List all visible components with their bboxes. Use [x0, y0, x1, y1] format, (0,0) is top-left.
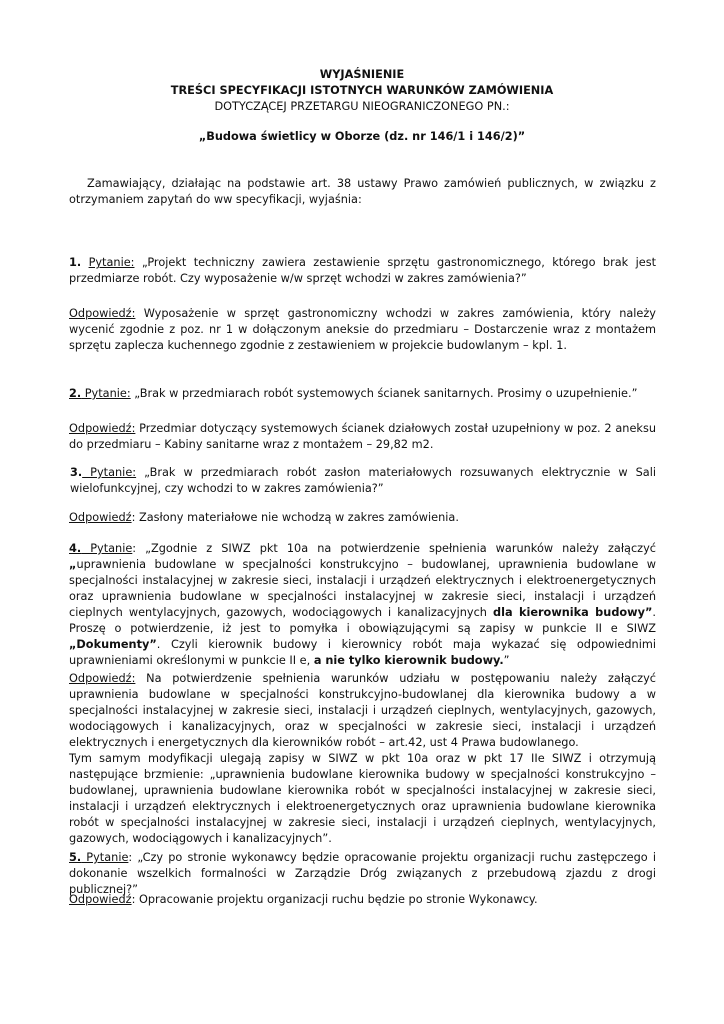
answer-3: [69, 510, 656, 526]
answer-4-label: Odpowiedź:: [69, 672, 136, 685]
question-3-text: „Brak w przedmiarach robót zasłon materiałowych rozsuwanych elektrycznie w Sali wielofunkcyjnej, czy wchodzi to w zakres zamówienia?”: [70, 466, 656, 495]
question-4-text-2: uprawnienia budowlane w specjalności konstrukcyjno – budowlanej, uprawnienia budowlane w specjalności instalacyjnej w zakresie sieci, instalacji i urządzeń elektrycznych i elektroenergetycznych oraz uprawnienia budowlane w specjalności instalacyjnej w zakresie sieci, instalacji i urządzeń cieplnych wentylacyjnych, gazowych, wodociągowych i kanalizacyjnych: [69, 558, 656, 619]
question-4-text-5: ”: [503, 654, 510, 667]
question-5-text: : „Czy po stronie wykonawcy będzie opracowanie projektu organizacji ruchu zastępczego i dokonanie wszelkich formalności w Zarządzie Dróg związanych z przebudową zjazdu z drogi publicznej?”: [69, 851, 656, 896]
question-1-text: „Projekt techniczny zawiera zestawienie sprzętu gastronomicznego, którego brak jest przedmiarze robót. Czy wyposażenie w/w sprzęt wchodzi w zakres zamówienia?”: [69, 256, 657, 285]
answer-4-text: Na potwierdzenie spełnienia warunków udziału w postępowaniu należy załączyć uprawnienia budowlane w specjalności konstrukcyjno-budowlanej dla kierownika budowy a w specjalności instalacyjnej w zakresie sieci, instalacji i urządzeń cieplnych, wentylacyjnych, gazowych, wodociągowych i kanalizacyjnych, oraz w specjalności w zakresie sieci, instalacji i urządzeń elektrycznych i energetycznych dla kierowników robót – art.42, ust 4 Prawa budowlanego.: [69, 672, 656, 749]
answer-1-text: Wyposażenie w sprzęt gastronomiczny wchodzi w zakres zamówienia, który należy wycenić zgodnie z poz. nr 1 w dołączonym aneksie do przedmiaru – Dostarczenie wraz z montażem sprzętu zaplecza kuchennego zgodnie z zestawieniem w projekcie budowlanym – kpl. 1.: [69, 307, 656, 352]
answer-1: [69, 306, 656, 354]
answer-2: [69, 421, 656, 453]
question-5: [69, 850, 656, 898]
question-4-number: 4.: [69, 542, 82, 555]
question-1-number: 1.: [69, 256, 82, 269]
question-1: [69, 255, 656, 287]
question-2-number: 2.: [69, 387, 82, 400]
answer-4-text-2: Tym samym modyfikacji ulegają zapisy w SIWZ w pkt 10a oraz w pkt 17 IIe SIWZ i otrzymują następujące brzmienie: „uprawnienia budowlane kierownika budowy w specjalności konstrukcyjno – budowlanej, uprawnienia budowlane kierownika robót w specjalności instalacyjnej w zakresie sieci, instalacji i urządzeń elektrycznych i elektroenergetycznych oraz uprawnienia budowlane kierownika robót w specjalności instalacyjnej w zakresie sieci, instalacji i urządzeń cieplnych, wentylacyjnych, gazowych, wodociągowych i kanalizacyjnych”.: [69, 752, 656, 845]
answer-5: [69, 892, 656, 908]
question-4-bold-4: a nie tylko kierownik budowy.: [313, 654, 504, 667]
question-4-label: Pytanie: [81, 542, 133, 555]
doc-subheading: TREŚCI SPECYFIKACJI ISTOTNYCH WARUNKÓW ZAMÓWIENIA: [170, 84, 554, 97]
intro-text: Zamawiający, działając na podstawie art. 38 ustawy Prawo zamówień publicznych, w związku z otrzymaniem zapytań do ww specyfikacji, wyjaśnia:: [69, 177, 656, 206]
question-4-bold-1: „: [69, 558, 77, 571]
question-3: [70, 465, 656, 497]
answer-5-label: Odpowiedź: [69, 893, 132, 906]
doc-subheading-2: DOTYCZĄCEJ PRZETARGU NIEOGRANICZONEGO PN.:: [214, 100, 510, 113]
project-title: „Budowa świetlicy w Oborze (dz. nr 146/1 i 146/2)”: [198, 130, 526, 143]
answer-3-text: : Zasłony materiałowe nie wchodzą w zakres zamówienia.: [131, 511, 459, 524]
question-4-text-3: . Proszę o potwierdzenie, iż jest to pomyłka i obowiązującymi są zapisy w punkcie II e SIWZ: [69, 606, 656, 635]
doc-heading: WYJAŚNIENIE: [319, 68, 405, 81]
question-3-number: 3.: [70, 466, 83, 479]
question-2-label: Pytanie:: [81, 387, 131, 400]
answer-2-label: Odpowiedź:: [69, 422, 136, 435]
question-4-text-1: : „Zgodnie z SIWZ pkt 10a na potwierdzenie spełnienia warunków należy załączyć: [132, 542, 656, 555]
question-2: [69, 386, 656, 402]
intro-paragraph: [69, 176, 656, 208]
question-5-label: Pytanie: [81, 851, 129, 864]
question-4-bold-3: „Dokumenty”: [69, 638, 157, 651]
answer-2-text: Przedmiar dotyczący systemowych ścianek działowych został uzupełniony w poz. 2 aneksu do przedmiaru – Kabiny sanitarne wraz z montażem – 29,82 m2.: [69, 422, 656, 451]
question-2-text: „Brak w przedmiarach robót systemowych ścianek sanitarnych. Prosimy o uzupełnienie.”: [130, 387, 638, 400]
question-3-label: Pytanie:: [82, 466, 137, 479]
question-4-text-4: . Czyli kierownik budowy i kierownicy robót maja wykazać się odpowiednimi uprawnieniami określonymi w punkcie II e,: [69, 638, 656, 667]
question-5-number: 5.: [69, 851, 82, 864]
answer-5-text: : Opracowanie projektu organizacji ruchu będzie po stronie Wykonawcy.: [131, 893, 538, 906]
answer-3-label: Odpowiedź: [69, 511, 132, 524]
answer-1-label: Odpowiedź:: [69, 307, 136, 320]
question-4-bold-2: dla kierownika budowy”: [492, 606, 653, 619]
question-1-label: Pytanie:: [88, 256, 135, 269]
question-4: [69, 541, 656, 669]
answer-4: [69, 671, 656, 847]
